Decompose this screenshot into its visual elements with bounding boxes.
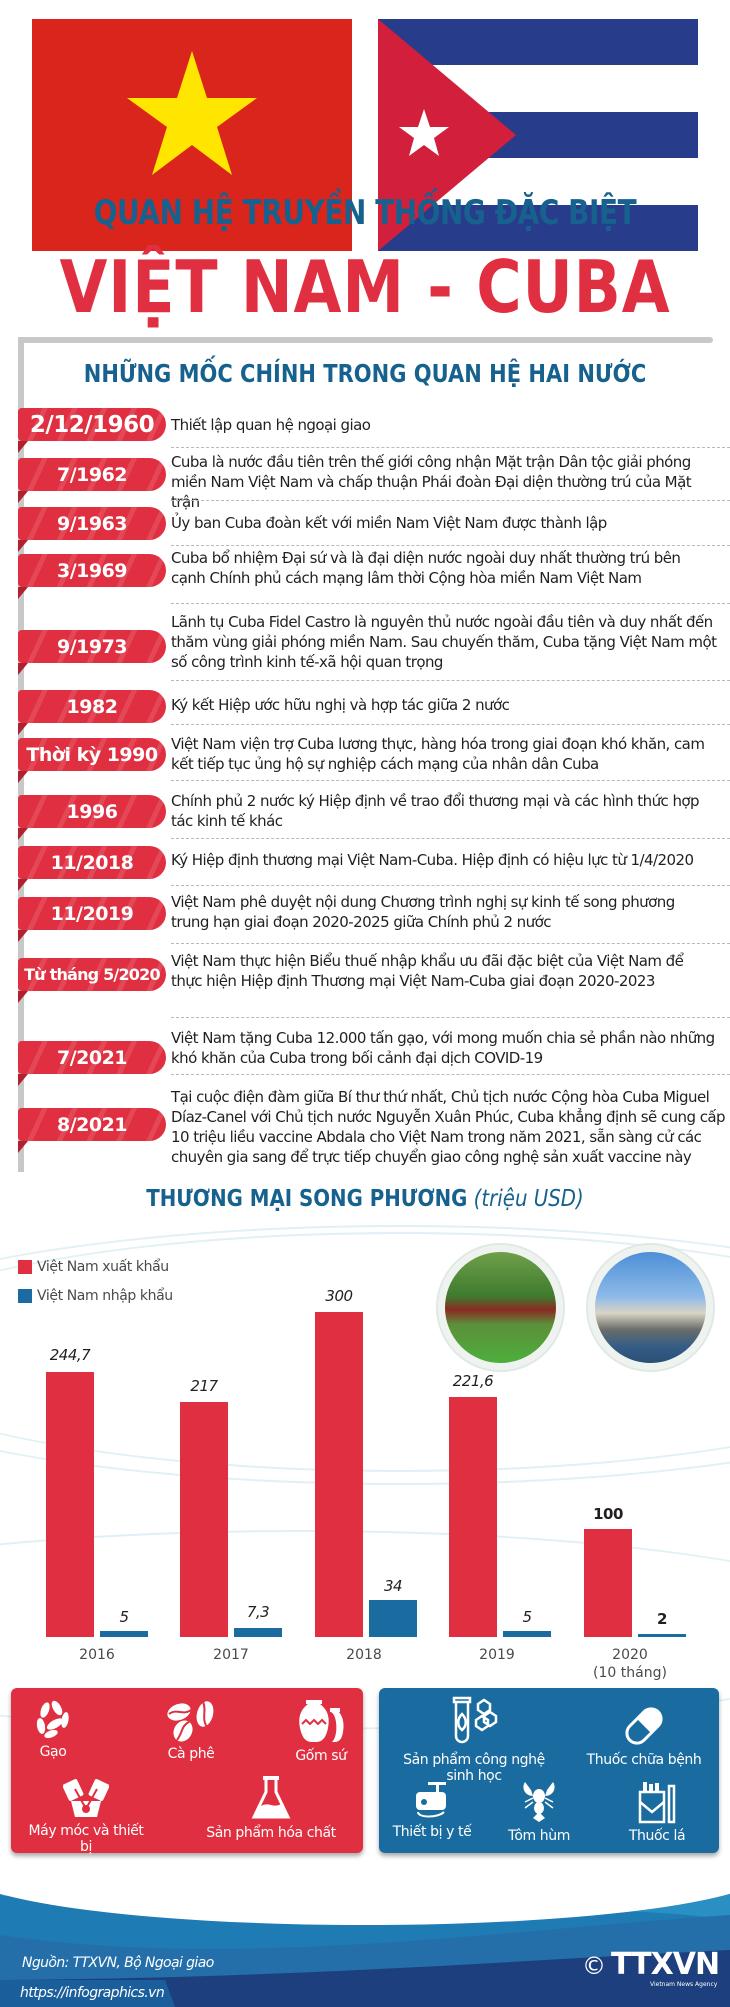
event-text: Việt Nam viện trợ Cuba lương thực, hàng hóa trong giai đoạn khó khăn, cam kết tiếp tục ủng hộ sự nghiệp cách mạng của nhân dân Cuba [171,735,705,773]
legend-label: Việt Nam nhập khẩu [37,1288,173,1304]
event-text: Ký kết Hiệp ước hữu nghị và hợp tác giữa 2 nước [171,696,510,714]
product-lobster [499,1780,579,1844]
product-label: Tôm hùm [508,1828,570,1844]
product-medicine [579,1704,709,1768]
event-text: Lãnh tụ Cuba Fidel Castro là nguyên thủ nước ngoài đầu tiên và duy nhất đến thăm vùng giải phóng miền Nam. Sau chuyến thăm, Cuba tặng Việt Nam một số công trình kinh tế-xã hội quan trọng [171,613,717,671]
product-label: Sản phẩm công nghệ [403,1752,545,1768]
date-label: 11/2019 [50,902,134,925]
separator [171,838,730,839]
separator [171,1074,730,1075]
bar-export-2020 [584,1529,632,1637]
date-label: 7/2021 [56,1046,128,1069]
biotech-test-tube-icon [448,1696,500,1748]
website-link[interactable]: https://infographics.vn [20,1985,165,2001]
product-label: Thuốc lá [628,1828,686,1844]
product-medical-device [387,1780,477,1840]
separator [171,780,730,781]
bar-value: 34 [383,1577,403,1595]
separator [171,680,730,681]
divider [18,337,713,343]
date-badge [18,897,166,930]
event-text: Việt Nam thực hiện Biểu thuế nhập khẩu ưu đãi đặc biệt của Việt Nam để thực hiện Hiệp định Thương mại Việt Nam-Cuba giai đoạn 2020-2023 [171,952,684,990]
x-label-sub: (10 tháng) [593,1665,667,1681]
date-badge [18,690,166,723]
product-biotech [389,1696,559,1784]
date-badge [18,795,166,828]
date-badge [18,1041,166,1074]
export-products-panel [11,1688,363,1853]
event-text: Ký Hiệp định thương mại Việt Nam-Cuba. Hiệp định có hiệu lực từ 1/4/2020 [171,851,694,869]
product-label: Sản phẩm hóa chất [206,1825,336,1841]
bar-import-2018 [369,1600,417,1637]
hanoi-temple-photo [438,1245,563,1370]
bar-export-2018 [315,1312,363,1637]
event-text: Ủy ban Cuba đoàn kết với miền Nam Việt Nam được thành lập [171,514,607,532]
havana-cityscape-photo [588,1245,713,1370]
date-badge [18,630,166,663]
separator [171,603,730,604]
date-label: 1996 [66,800,118,823]
pill-capsule-icon [622,1704,666,1748]
legend-label: Việt Nam xuất khẩu [37,1259,169,1275]
bar-import-2017 [234,1628,282,1637]
legend-swatch-red [18,1260,32,1274]
event-text: Cuba là nước đầu tiên trên thế giới công nhận Mặt trận Dân tộc giải phóng miền Nam Việt Nam và chấp thuận Phái đoàn Đại diện thường trú của Mặt trận [171,453,692,511]
product-label: Thiết bị y tế [392,1824,472,1840]
date-badge [18,408,166,441]
legend-swatch-blue [18,1289,32,1303]
product-label: Gốm sứ [295,1748,347,1764]
date-badge [18,958,166,991]
bar-export-2017 [180,1402,228,1637]
date-badge [18,738,166,771]
product-label: Máy móc và thiết bị [28,1823,144,1855]
date-badge [18,507,166,540]
date-badge [18,1108,166,1141]
event-text: Thiết lập quan hệ ngoại giao [171,416,371,434]
x-label: 2017 [213,1647,249,1663]
product-rice [23,1700,83,1760]
bar-value: 217 [190,1377,218,1395]
medical-device-icon [412,1780,452,1820]
date-label: 1982 [66,695,118,718]
coffee-bean-icon [165,1700,217,1742]
header-subtitle: QUAN HỆ TRUYỀN THỐNG ĐẶC BIỆT [93,193,637,233]
separator [171,447,730,448]
lobster-icon [519,1780,559,1824]
copyright-icon: © [582,1952,605,1980]
product-chemicals [201,1775,341,1841]
chart-title-unit: (triệu USD) [473,1186,584,1212]
ttxvn-logo [582,1947,719,1982]
bar-value: 300 [325,1287,353,1305]
bar-value: 221,6 [452,1372,494,1390]
x-label: 2018 [346,1647,382,1663]
pottery-vase-icon [298,1698,344,1744]
separator [171,724,730,725]
x-label [585,1646,675,1682]
x-label-year: 2020 [612,1647,648,1663]
bar-value: 244,7 [49,1346,91,1364]
product-machinery [21,1777,151,1855]
bar-value: 5 [119,1608,129,1626]
date-label: 9/1973 [56,635,128,658]
bar-export-2019 [449,1397,497,1637]
product-label: Cà phê [167,1746,215,1762]
logo-subtitle: Vietnam News Agency [650,1981,718,1988]
bar-value: 2 [657,1610,667,1628]
separator [171,885,730,886]
event-text: Chính phủ 2 nước ký Hiệp định về trao đổi thương mại và các hình thức hợp tác kinh tế khác [171,792,699,830]
bar-value: 100 [593,1505,623,1523]
x-label: 2016 [79,1647,115,1663]
bar-import-2020 [638,1634,686,1637]
yellow-star-icon [127,51,257,175]
event-text: Cuba bổ nhiệm Đại sứ và là đại diện nước ngoài duy nhất thường trú bên cạnh Chính phủ cách mạng lâm thời Cộng hòa miền Nam Việt Nam [171,549,681,587]
product-label: Gạo [39,1744,67,1760]
rice-icon [33,1700,73,1740]
date-label: 2/12/1960 [29,411,155,438]
bar-import-2016 [100,1631,148,1637]
event-text: Tại cuộc điện đàm giữa Bí thư thứ nhất, Chủ tịch nước Cộng hòa Cuba Miguel Díaz-Canel với Chủ tịch nước Nguyễn Xuân Phúc, Cuba khẳng định sẽ cung cấp 10 triệu liều vaccine Abdala cho Việt Nam trong năm 2021, sẵn sàng cử các chuyên gia sang để trực tiếp chuyển giao công nghệ sản xuất vaccine này [171,1088,726,1166]
timeline-heading: NHỮNG MỐC CHÍNH TRONG QUAN HỆ HAI NƯỚC [83,359,647,388]
separator [171,1017,730,1018]
bar-value: 7,3 [246,1603,270,1621]
event-text: Việt Nam tặng Cuba 12.000 tấn gạo, với mong muốn chia sẻ phần nào những khó khăn của Cuba trong bối cảnh đại dịch COVID-19 [171,1029,715,1067]
logo-text: TTXVN [611,1947,720,1982]
chart-title [51,1186,679,1212]
cigarette-pack-icon [637,1780,677,1824]
date-label: Thời kỳ 1990 [26,743,158,766]
separator [171,500,730,501]
engine-icon [63,1777,109,1819]
flask-icon [251,1775,291,1821]
date-badge [18,458,166,491]
header-title: VIỆT NAM - CUBA [59,245,671,329]
date-badge [18,554,166,587]
date-label: 9/1963 [56,512,128,535]
product-label-line2: sinh học [446,1768,502,1784]
product-coffee [156,1700,226,1762]
x-label: 2019 [479,1647,515,1663]
date-label: 3/1969 [56,559,128,582]
date-label: 7/1962 [56,463,128,486]
product-tobacco [607,1780,707,1844]
product-pottery [286,1698,356,1764]
chart-title-main: THƯƠNG MẠI SONG PHƯƠNG [146,1186,468,1212]
date-label: Từ tháng 5/2020 [24,965,160,984]
date-label: 8/2021 [56,1113,128,1136]
bar-value: 5 [522,1608,532,1626]
product-label: Thuốc chữa bệnh [586,1752,702,1768]
separator [171,943,730,944]
legend-export [18,1259,169,1275]
separator [171,545,730,546]
import-products-panel [379,1688,719,1853]
date-label: 11/2018 [50,851,134,874]
event-text: Việt Nam phê duyệt nội dung Chương trình nghị sự kinh tế song phương trung hạn giai đoạn 2020-2025 giữa Chính phủ 2 nước [171,893,675,931]
date-badge [18,846,166,879]
bar-import-2019 [503,1631,551,1637]
legend-import [18,1288,173,1304]
source-note: Nguồn: TTXVN, Bộ Ngoại giao [22,1955,214,1971]
bar-export-2016 [46,1372,94,1637]
